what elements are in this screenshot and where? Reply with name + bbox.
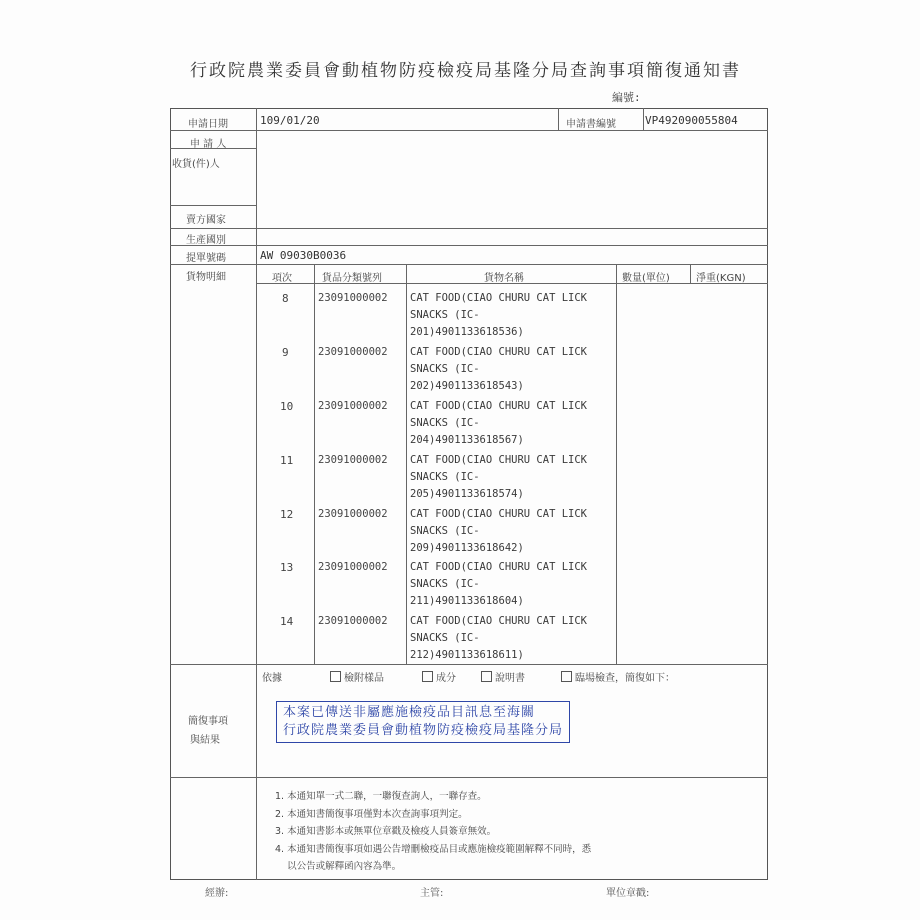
application-number-value: VP492090055804 [645,114,738,127]
checkbox-onsite[interactable]: 臨場檢查，簡復如下： [561,669,675,684]
apply-date-value: 109/01/20 [260,114,320,127]
checkbox-manual[interactable]: 說明書 [481,669,525,684]
waybill-value: AW 09030B0036 [260,249,347,262]
result-label: 簡復事項 與結果 [188,716,228,746]
note-item: 4. 本通知書簡復事項如遇公告增刪檢疫品目或應施檢疫範圍解釋不同時，悉 [275,843,592,855]
official-stamp: 本案已傳送非屬應施檢疫品目訊息至海關 行政院農業委員會動植物防疫檢疫局基隆分局 [276,701,570,743]
checkbox-box [481,671,492,682]
doc-number-label: 編號: [612,91,641,104]
rule [256,108,257,777]
supervisor-label: 主管: [420,888,444,899]
row-goods-name: CAT FOOD(CIAO CHURU CAT LICK SNACKS (IC- 205)4901133618574) [410,454,588,500]
row-goods-name: CAT FOOD(CIAO CHURU CAT LICK SNACKS (IC- 202)4901133618543) [410,346,588,392]
rule [170,777,768,778]
inspector-label: 經辦: [205,888,229,899]
rule [616,264,617,664]
checkbox-box [422,671,433,682]
apply-date-label: 申請日期 [188,119,228,130]
applicant-label: 申 請 人 [190,139,227,150]
rule [170,245,768,246]
row-seq: 12 [280,508,294,521]
row-seq: 9 [282,346,289,359]
rule [170,228,768,229]
header-seq: 項次 [272,273,292,284]
rule [314,264,315,664]
row-goods-name: CAT FOOD(CIAO CHURU CAT LICK SNACKS (IC- 204)4901133618567) [410,400,588,446]
header-hs-code: 貨品分類號列 [322,273,382,284]
seller-country-label: 賣方國家 [186,215,226,226]
row-goods-name: CAT FOOD(CIAO CHURU CAT LICK SNACKS (IC- 211)4901133618604) [410,561,588,607]
row-hs-code: 23091000002 [318,400,388,412]
note-item: 1. 本通知單一式二聯，一聯復查詢人，一聯存查。 [275,791,487,802]
rule [406,264,407,664]
header-goods-name: 貨物名稱 [484,273,524,284]
rule [256,777,257,880]
row-hs-code: 23091000002 [318,454,388,466]
rule [170,264,768,265]
checkbox-sample[interactable]: 檢附樣品 [330,669,384,684]
row-seq: 11 [280,454,294,467]
checkbox-box [330,671,341,682]
rule [170,130,768,131]
row-hs-code: 23091000002 [318,615,388,627]
rule [558,108,559,130]
checkbox-ingredients[interactable]: 成分 [422,669,456,684]
consignee-label: 收貨(件)人 [172,159,220,170]
note-item: 以公告或解釋函內容為準。 [275,861,402,872]
application-number-label: 申請書編號 [566,119,616,130]
goods-detail-label: 貨物明細 [186,272,226,283]
document-title: 行政院農業委員會動植物防疫檢疫局基隆分局查詢事項簡復通知書 [190,61,741,81]
row-seq: 10 [280,400,294,413]
rule [643,108,644,130]
note-item: 2. 本通知書簡復事項僅對本次查詢事項判定。 [275,808,468,820]
notes-list [275,788,591,876]
rule [170,205,256,206]
rule [170,664,768,665]
row-hs-code: 23091000002 [318,508,388,520]
basis-label: 依據 [262,673,282,684]
row-seq: 14 [280,615,294,628]
row-hs-code: 23091000002 [318,292,388,304]
note-item: 3. 本通知書影本或無單位章戳及檢疫人員簽章無效。 [275,826,497,837]
rule [690,264,691,283]
row-seq: 8 [282,292,289,305]
waybill-label: 提單號碼 [186,253,226,264]
header-quantity: 數量(單位) [622,273,670,284]
row-hs-code: 23091000002 [318,561,388,573]
row-goods-name: CAT FOOD(CIAO CHURU CAT LICK SNACKS (IC- 209)4901133618642) [410,508,588,554]
unit-stamp-label: 單位章戳: [606,888,650,899]
checkbox-box [561,671,572,682]
origin-country-label: 生產國別 [186,235,226,246]
row-seq: 13 [280,561,294,574]
row-hs-code: 23091000002 [318,346,388,358]
row-goods-name: CAT FOOD(CIAO CHURU CAT LICK SNACKS (IC- 201)4901133618536) [410,292,588,338]
row-goods-name: CAT FOOD(CIAO CHURU CAT LICK SNACKS (IC- 212)4901133618611) [410,615,588,661]
header-net-weight: 淨重(KGN) [696,273,746,284]
